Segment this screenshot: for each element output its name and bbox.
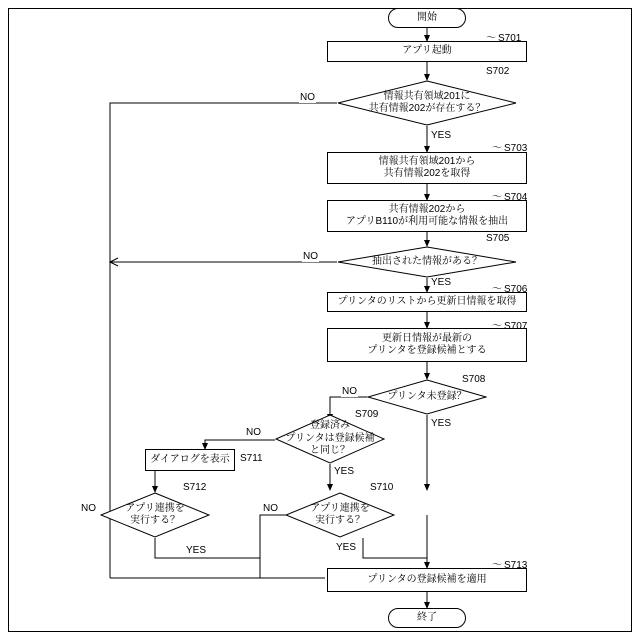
node-decision-run-link-710: [285, 492, 395, 538]
node-end-label: 終了: [417, 611, 437, 623]
edge-label-702-no: [299, 92, 316, 103]
decision-702-text: 情報共有領域201に 共有情報202が存在する？: [368, 90, 486, 114]
step-tag-s713: 〜 S713: [492, 560, 528, 571]
step-tag-s702: [486, 66, 509, 77]
step-tag-s701: 〜 S701: [486, 33, 522, 44]
edge-label-708-yes: [430, 418, 452, 429]
edge-label-709-no-text: NO: [246, 427, 261, 438]
step-tag-s710-label: S710: [370, 482, 394, 493]
step-tag-s703-label: S703: [504, 143, 528, 154]
step-tag-s709: [355, 409, 378, 420]
step-tag-s704: 〜 S704: [492, 192, 528, 203]
node-decision-extracted-info-label: [348, 256, 506, 269]
node-get-shared-info: [327, 152, 527, 184]
node-extract-usable-info-label: 共有情報202から アプリB110が利用可能な情報を抽出: [345, 203, 509, 227]
edge-label-709-no: [245, 427, 262, 438]
edge-label-705-no: [302, 251, 319, 262]
node-decision-run-link-712: [100, 492, 210, 538]
node-decision-extracted-info: [337, 246, 517, 278]
node-decision-registered-same-label: [282, 420, 379, 458]
edge-label-712-yes-text: YES: [186, 545, 207, 556]
node-decision-shared-info-exists: [337, 80, 517, 126]
node-decision-printer-unregistered-label: [374, 391, 480, 404]
node-decision-run-link-710-label: [292, 503, 389, 528]
step-tag-s707: 〜 S707: [492, 321, 528, 332]
edge-label-709-yes: [333, 466, 355, 477]
node-get-shared-info-label: 情報共有領域201から 共有情報202を取得: [378, 155, 476, 179]
node-set-candidate-printer: [327, 328, 527, 362]
node-decision-registered-same: [275, 414, 385, 464]
edge-label-708-no: [341, 386, 358, 397]
edge-label-705-yes-text: YES: [431, 277, 452, 288]
edge-label-705-yes: [430, 277, 452, 288]
edge-label-702-yes-text: YES: [431, 130, 452, 141]
step-tag-s703: 〜 S703: [492, 143, 528, 154]
page-border: [8, 8, 632, 632]
node-get-update-date-label: プリンタのリストから更新日情報を取得: [337, 295, 517, 307]
edge-label-709-yes-text: YES: [334, 466, 355, 477]
decision-712-text: アプリ連携を 実行する？: [125, 502, 185, 526]
decision-709-text: 登録済み プリンタは登録候補 と同じ？: [285, 420, 375, 457]
node-decision-shared-info-exists-label: [348, 91, 506, 116]
step-tag-s702-label: S702: [486, 66, 510, 77]
step-tag-s705-label: S705: [486, 233, 510, 244]
step-tag-s708: [462, 374, 485, 385]
edge-label-702-yes: [430, 130, 452, 141]
edge-label-702-no-text: NO: [300, 92, 315, 103]
step-tag-s707-label: S707: [504, 321, 528, 332]
step-tag-s706-label: S706: [504, 284, 528, 295]
step-tag-s706: 〜 S706: [492, 284, 528, 295]
node-show-dialog: [145, 449, 235, 471]
step-tag-s704-label: S704: [504, 192, 528, 203]
step-tag-s712-label: S712: [183, 482, 207, 493]
step-tag-s708-label: S708: [462, 374, 486, 385]
edge-label-708-yes-text: YES: [431, 418, 452, 429]
step-tag-s711-label: S711: [240, 453, 263, 464]
node-set-candidate-printer-label: 更新日情報が最新の プリンタを登録候補とする: [367, 332, 487, 356]
edge-label-712-no: [80, 503, 97, 514]
node-get-update-date: [327, 292, 527, 312]
node-app-launch-label: アプリ起動: [402, 45, 452, 57]
step-tag-s713-label: S713: [504, 560, 528, 571]
node-show-dialog-label: ダイアログを表示: [150, 453, 230, 465]
edge-label-710-yes: [335, 542, 357, 553]
node-end: [388, 608, 466, 628]
decision-708-text: プリンタ未登録？: [387, 390, 467, 402]
decision-710-text: アプリ連携を 実行する？: [310, 502, 370, 526]
node-decision-run-link-712-label: [107, 503, 204, 528]
step-tag-s711: [240, 453, 263, 464]
node-extract-usable-info: [327, 200, 527, 232]
node-app-launch: [327, 41, 527, 62]
step-tag-s705: [486, 233, 509, 244]
decision-705-text: 抽出された情報がある？: [371, 255, 482, 267]
edge-label-708-no-text: NO: [342, 386, 357, 397]
edge-label-710-no-text: NO: [263, 503, 278, 514]
edge-label-710-no: [262, 503, 279, 514]
node-apply-candidate-label: プリンタの登録候補を適用: [367, 573, 487, 585]
edge-label-712-yes: [185, 545, 207, 556]
step-tag-s710: [370, 482, 393, 493]
edge-label-710-yes-text: YES: [336, 542, 357, 553]
step-tag-s709-label: S709: [355, 409, 379, 420]
edge-label-705-no-text: NO: [303, 251, 318, 262]
edge-label-712-no-text: NO: [81, 503, 96, 514]
node-start-label: 開始: [417, 11, 437, 23]
node-apply-candidate: [327, 568, 527, 592]
step-tag-s701-label: S701: [498, 33, 522, 44]
node-start: [388, 8, 466, 28]
step-tag-s712: [183, 482, 206, 493]
